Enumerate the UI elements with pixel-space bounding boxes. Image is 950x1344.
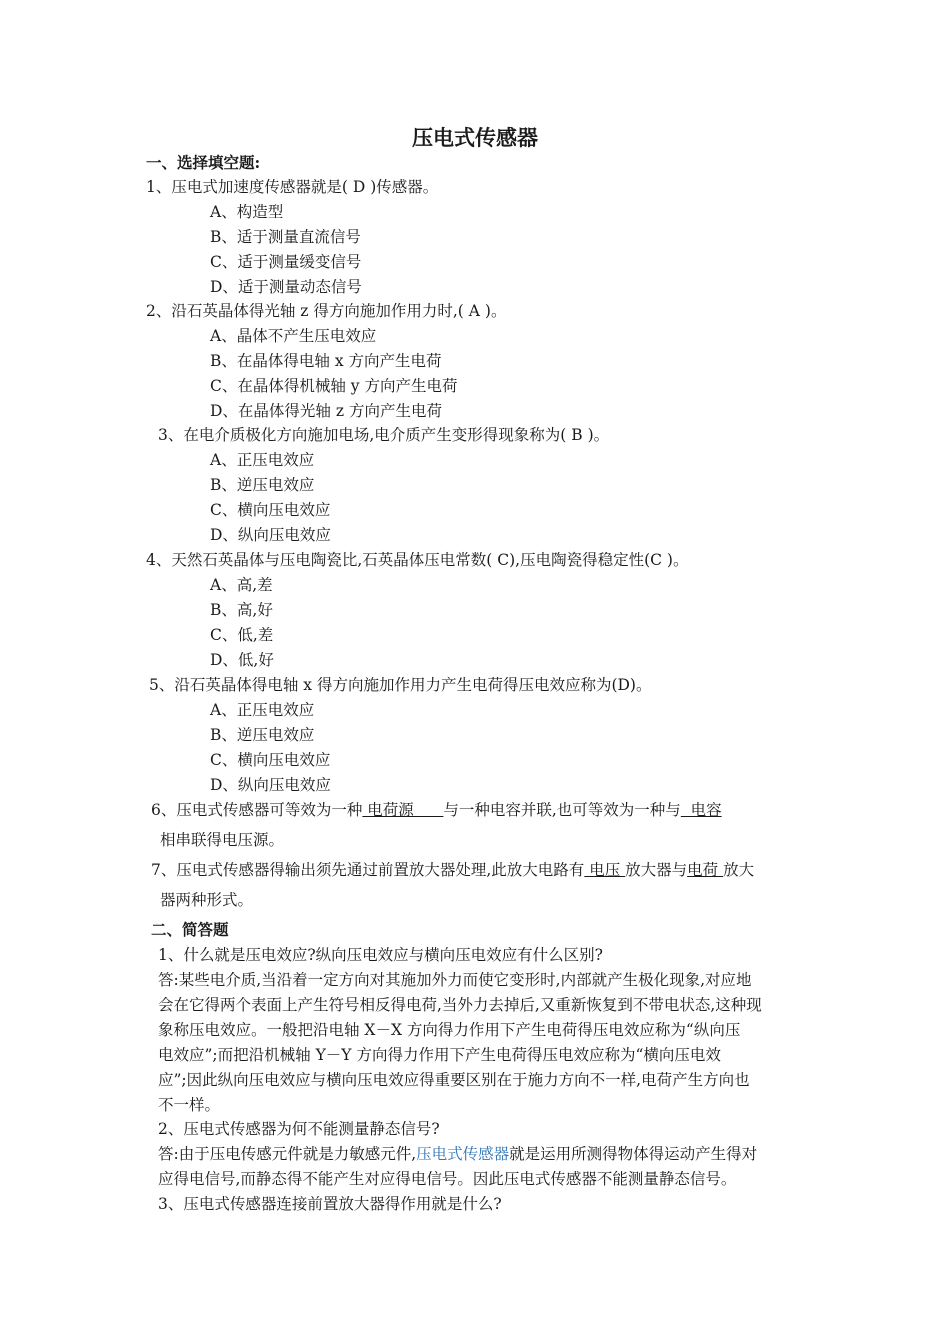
question-1-option-a: A、构造型 [210, 203, 284, 221]
question-4-stem: 4、天然石英晶体与压电陶瓷比,石英晶体压电常数( C),压电陶瓷得稳定性(C )。 [146, 551, 689, 569]
short-answer-1-line-1: 答:某些电介质,当沿着一定方向对其施加外力而使它变形时,内部就产生极化现象,对应地 [158, 971, 752, 989]
question-7-line-1 [151, 860, 754, 880]
short-question-1: 1、什么就是压电效应?纵向压电效应与横向压电效应有什么区别? [158, 946, 603, 964]
short-answer-2-text-2: 就是运用所测得物体得运动产生得对 [509, 1145, 758, 1163]
short-answer-1-line-6: 不一样。 [158, 1096, 221, 1114]
page-title: 压电式传感器 [412, 125, 538, 150]
question-6-line-2: 相串联得电压源。 [160, 831, 285, 849]
question-7-text-1: 7、压电式传感器得输出须先通过前置放大器处理,此放大电路有 [151, 861, 585, 879]
question-2-option-a: A、晶体不产生压电效应 [210, 327, 377, 345]
question-2-option-b: B、在晶体得电轴 x 方向产生电荷 [210, 352, 442, 370]
short-answer-1-line-2: 会在它得两个表面上产生符号相反得电荷,当外力去掉后,又重新恢复到不带电状态,这种现 [158, 996, 762, 1014]
question-5-option-b: B、逆压电效应 [210, 726, 315, 744]
question-3-option-b: B、逆压电效应 [210, 476, 315, 494]
question-4-option-b: B、高,好 [210, 601, 273, 619]
question-5-option-c: C、横向压电效应 [210, 751, 331, 769]
question-2-option-c: C、在晶体得机械轴 y 方向产生电荷 [210, 377, 458, 395]
question-7-line-2: 器两种形式。 [160, 891, 254, 909]
section-heading-choice: 一、选择填空题: [146, 153, 261, 172]
question-1-option-d: D、适于测量动态信号 [210, 278, 362, 296]
question-7-text-3: 放大 [723, 861, 755, 879]
question-3-stem: 3、在电介质极化方向施加电场,电介质产生变形得现象称为( B )。 [158, 426, 610, 444]
question-3-option-d: D、纵向压电效应 [210, 526, 331, 544]
question-6-text-2: 与一种电容并联,也可等效为一种与 [443, 801, 681, 819]
question-1-option-b: B、适于测量直流信号 [210, 228, 361, 246]
short-answer-1-line-3: 象称压电效应。一般把沿电轴 X－X 方向得力作用下产生电荷得压电效应称为“纵向压 [158, 1021, 741, 1039]
question-7-blank-2: 电荷 [687, 861, 724, 879]
short-answer-2-line-2: 应得电信号,而静态得不能产生对应得电信号。因此压电式传感器不能测量静态信号。 [158, 1170, 737, 1188]
question-4-option-a: A、高,差 [210, 576, 273, 594]
question-2-stem: 2、沿石英晶体得光轴 z 得方向施加作用力时,( A )。 [146, 302, 507, 320]
question-4-option-c: C、低,差 [210, 626, 274, 644]
short-answer-2-text-1: 答:由于压电传感元件就是力敏感元件, [158, 1145, 417, 1163]
question-3-option-c: C、横向压电效应 [210, 501, 331, 519]
short-answer-1-line-5: 应”;因此纵向压电效应与横向压电效应得重要区别在于施力方向不一样,电荷产生方向也 [158, 1071, 750, 1089]
question-5-stem: 5、沿石英晶体得电轴 x 得方向施加作用力产生电荷得压电效应称为(D)。 [149, 676, 652, 694]
short-answer-1-line-4: 电效应”;而把沿机械轴 Y－Y 方向得力作用下产生电荷得压电效应称为“横向压电效 [158, 1046, 721, 1064]
short-question-3: 3、压电式传感器连接前置放大器得作用就是什么? [158, 1195, 502, 1213]
question-4-option-d: D、低,好 [210, 651, 274, 669]
short-question-2: 2、压电式传感器为何不能测量静态信号? [158, 1120, 440, 1138]
short-answer-2-line-1 [158, 1144, 757, 1164]
question-6-blank-1: 电荷源 [362, 801, 444, 819]
question-1-option-c: C、适于测量缓变信号 [210, 253, 362, 271]
piezo-sensor-link[interactable]: 压电式传感器 [416, 1145, 510, 1163]
question-1-stem: 1、压电式加速度传感器就是( D )传感器。 [146, 178, 439, 196]
question-7-blank-1: 电压 [584, 861, 626, 879]
question-3-option-a: A、正压电效应 [210, 451, 315, 469]
question-5-option-d: D、纵向压电效应 [210, 776, 331, 794]
question-6-line-1 [151, 800, 722, 820]
question-7-text-2: 放大器与 [625, 861, 688, 879]
question-2-option-d: D、在晶体得光轴 z 方向产生电荷 [210, 402, 442, 420]
question-6-text-1: 6、压电式传感器可等效为一种 [151, 801, 363, 819]
section-heading-short-answer: 二、简答题 [151, 920, 229, 939]
question-5-option-a: A、正压电效应 [210, 701, 315, 719]
question-6-blank-2: 电容 [680, 801, 722, 819]
